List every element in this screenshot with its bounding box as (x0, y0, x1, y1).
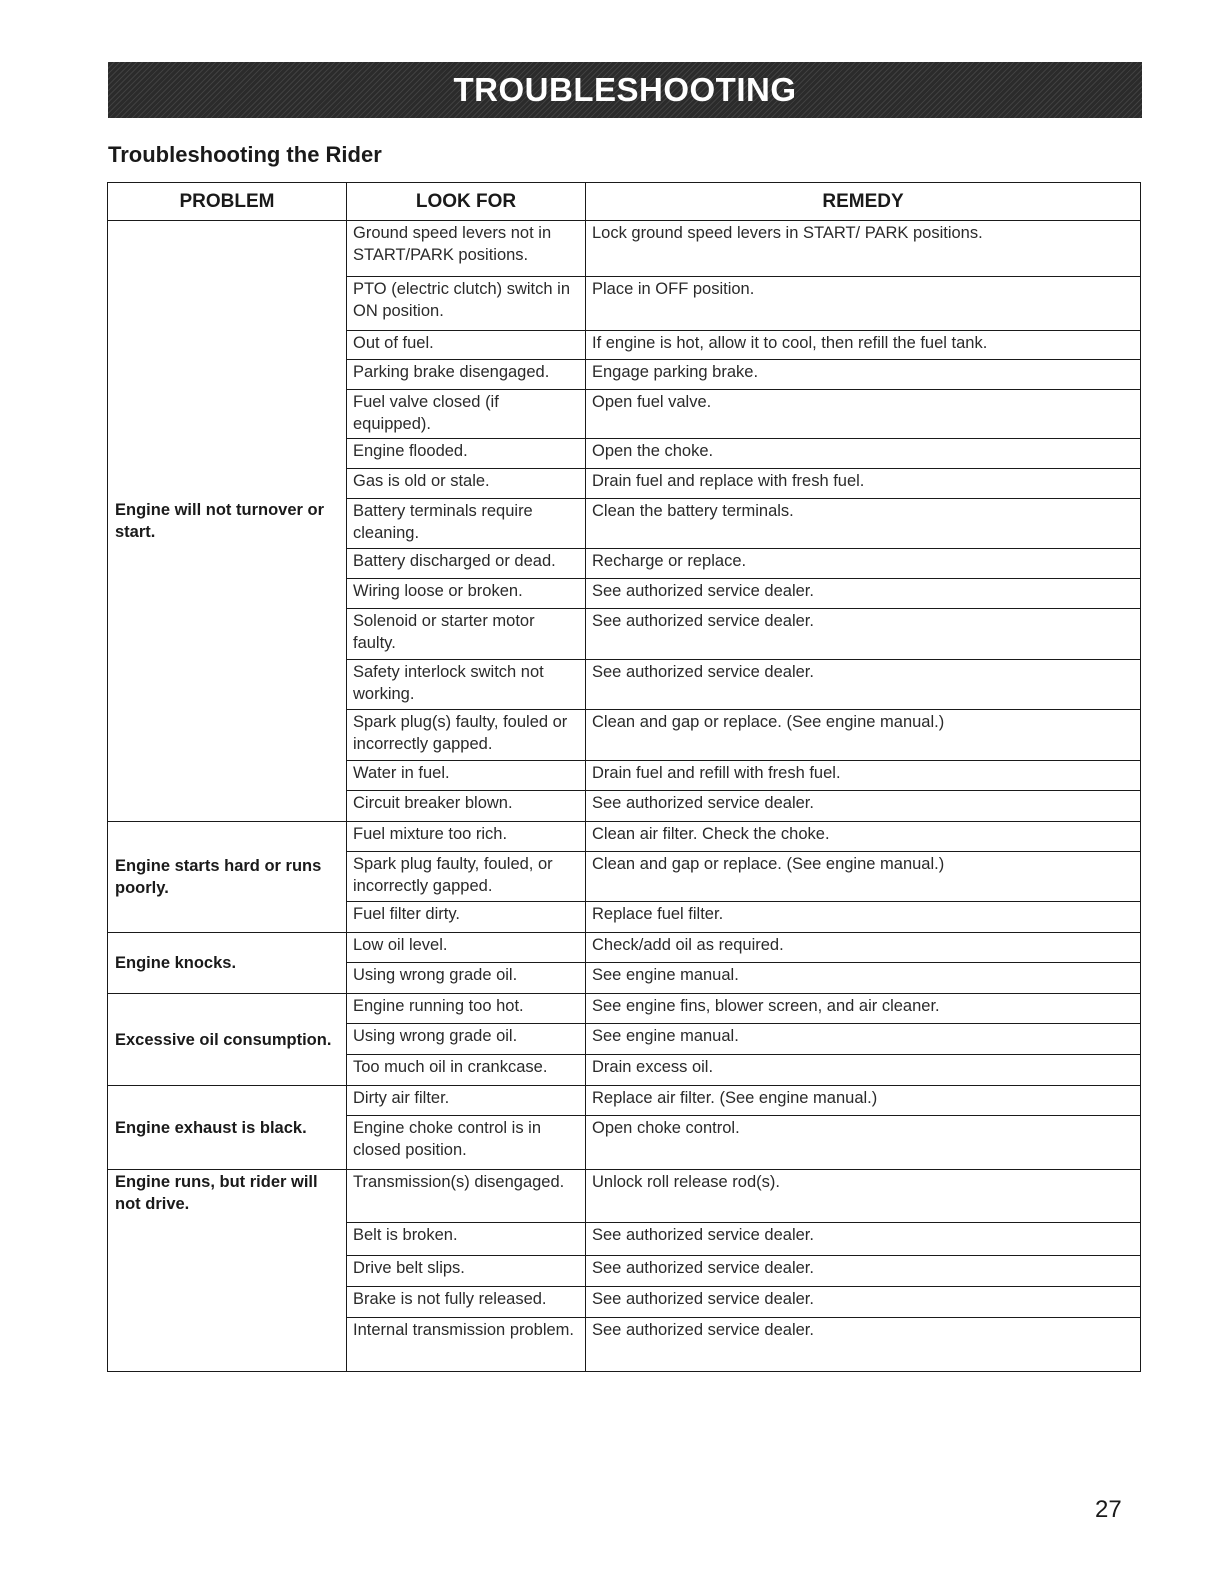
remedy-cell: Open the choke. (586, 439, 1141, 469)
remedy-cell: See authorized service dealer. (586, 1287, 1141, 1318)
remedy-cell: Open choke control. (586, 1116, 1141, 1170)
look-for-cell: Engine running too hot. (347, 994, 586, 1024)
remedy-cell: See authorized service dealer. (586, 609, 1141, 660)
look-for-cell: Internal transmission problem. (347, 1318, 586, 1372)
remedy-cell: Drain excess oil. (586, 1055, 1141, 1086)
look-for-cell: Engine flooded. (347, 439, 586, 469)
look-for-cell: Gas is old or stale. (347, 469, 586, 499)
remedy-cell: Replace air filter. (See engine manual.) (586, 1086, 1141, 1116)
look-for-cell: Too much oil in crankcase. (347, 1055, 586, 1086)
look-for-cell: Brake is not fully released. (347, 1287, 586, 1318)
look-for-cell: Fuel valve closed (if equipped). (347, 390, 586, 439)
remedy-cell: Drain fuel and replace with fresh fuel. (586, 469, 1141, 499)
look-for-cell: Water in fuel. (347, 761, 586, 791)
remedy-cell: See engine manual. (586, 963, 1141, 994)
remedy-cell: See engine fins, blower screen, and air cleaner. (586, 994, 1141, 1024)
header-remedy: REMEDY (586, 183, 1141, 221)
header-look-for: LOOK FOR (347, 183, 586, 221)
look-for-cell: Battery terminals require cleaning. (347, 499, 586, 549)
remedy-cell: Engage parking brake. (586, 360, 1141, 390)
remedy-cell: See authorized service dealer. (586, 1318, 1141, 1372)
look-for-cell: Drive belt slips. (347, 1256, 586, 1287)
table-row (108, 933, 1141, 963)
remedy-cell: Replace fuel filter. (586, 902, 1141, 933)
problem-cell: Engine starts hard or runs poorly. (108, 822, 347, 933)
problem-cell: Engine will not turnover or start. (108, 221, 347, 822)
remedy-cell: If engine is hot, allow it to cool, then refill the fuel tank. (586, 331, 1141, 360)
header-problem: PROBLEM (108, 183, 347, 221)
look-for-cell: Ground speed levers not in START/PARK positions. (347, 221, 586, 277)
look-for-cell: Transmission(s) disengaged. (347, 1170, 586, 1223)
remedy-cell: See authorized service dealer. (586, 791, 1141, 822)
table-row (108, 1170, 1141, 1223)
look-for-cell: Spark plug faulty, fouled, or incorrectly gapped. (347, 852, 586, 902)
look-for-cell: Belt is broken. (347, 1223, 586, 1256)
problem-cell: Engine knocks. (108, 933, 347, 994)
remedy-cell: See engine manual. (586, 1024, 1141, 1055)
look-for-cell: PTO (electric clutch) switch in ON position. (347, 277, 586, 331)
look-for-cell: Spark plug(s) faulty, fouled or incorrectly gapped. (347, 710, 586, 761)
problem-cell: Engine exhaust is black. (108, 1086, 347, 1170)
look-for-cell: Battery discharged or dead. (347, 549, 586, 579)
banner-title: TROUBLESHOOTING (453, 71, 797, 108)
page-number: 27 (1095, 1496, 1122, 1523)
remedy-cell: Place in OFF position. (586, 277, 1141, 331)
table-header-row (108, 183, 1141, 221)
look-for-cell: Using wrong grade oil. (347, 963, 586, 994)
troubleshooting-banner (108, 62, 1142, 118)
remedy-cell: Recharge or replace. (586, 549, 1141, 579)
remedy-cell: Clean air filter. Check the choke. (586, 822, 1141, 852)
remedy-cell: Check/add oil as required. (586, 933, 1141, 963)
remedy-cell: Clean and gap or replace. (See engine manual.) (586, 852, 1141, 902)
table-row (108, 994, 1141, 1024)
look-for-cell: Low oil level. (347, 933, 586, 963)
table-row (108, 1086, 1141, 1116)
look-for-cell: Fuel filter dirty. (347, 902, 586, 933)
look-for-cell: Parking brake disengaged. (347, 360, 586, 390)
look-for-cell: Wiring loose or broken. (347, 579, 586, 609)
remedy-cell: See authorized service dealer. (586, 1256, 1141, 1287)
remedy-cell: Drain fuel and refill with fresh fuel. (586, 761, 1141, 791)
section-title: Troubleshooting the Rider (108, 142, 382, 167)
remedy-cell: Clean the battery terminals. (586, 499, 1141, 549)
troubleshooting-table (107, 182, 1141, 1372)
remedy-cell: See authorized service dealer. (586, 660, 1141, 710)
problem-cell: Engine runs, but rider will not drive. (108, 1170, 347, 1372)
problem-cell: Excessive oil consumption. (108, 994, 347, 1086)
look-for-cell: Engine choke control is in closed position. (347, 1116, 586, 1170)
look-for-cell: Circuit breaker blown. (347, 791, 586, 822)
remedy-cell: Open fuel valve. (586, 390, 1141, 439)
remedy-cell: Clean and gap or replace. (See engine manual.) (586, 710, 1141, 761)
look-for-cell: Out of fuel. (347, 331, 586, 360)
look-for-cell: Solenoid or starter motor faulty. (347, 609, 586, 660)
look-for-cell: Dirty air filter. (347, 1086, 586, 1116)
table-row (108, 221, 1141, 277)
remedy-cell: See authorized service dealer. (586, 1223, 1141, 1256)
table-row (108, 822, 1141, 852)
remedy-cell: Unlock roll release rod(s). (586, 1170, 1141, 1223)
look-for-cell: Safety interlock switch not working. (347, 660, 586, 710)
remedy-cell: See authorized service dealer. (586, 579, 1141, 609)
look-for-cell: Fuel mixture too rich. (347, 822, 586, 852)
remedy-cell: Lock ground speed levers in START/ PARK positions. (586, 221, 1141, 277)
look-for-cell: Using wrong grade oil. (347, 1024, 586, 1055)
